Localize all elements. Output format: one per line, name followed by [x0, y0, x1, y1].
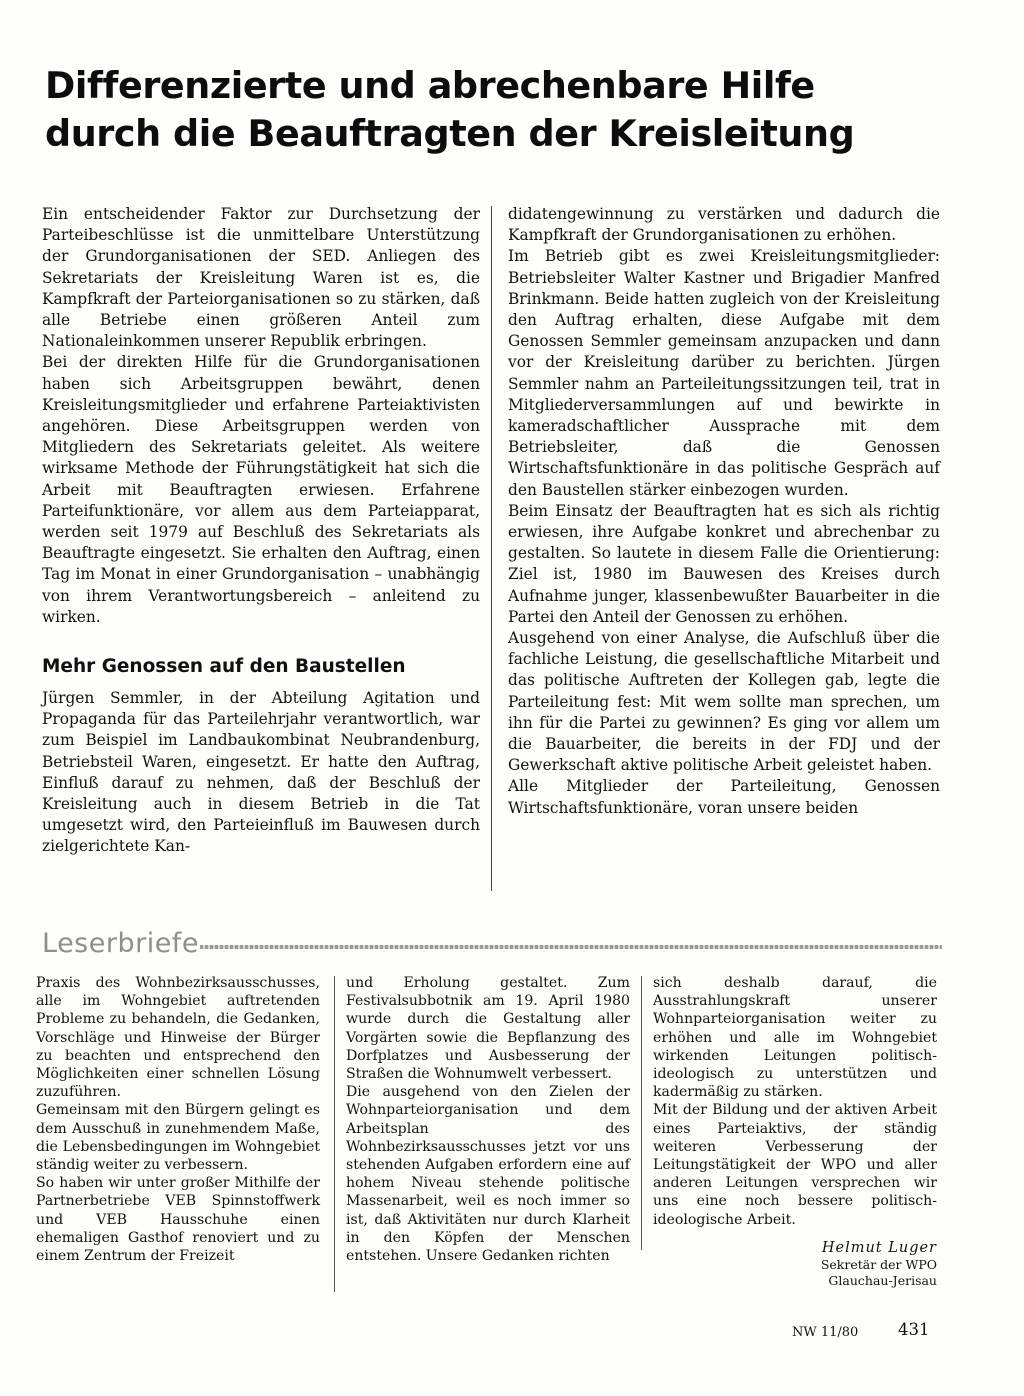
letter-column-divider [334, 976, 335, 1292]
letter-paragraph: Praxis des Wohnbezirksausschusses, alle im Wohngebiet auftretenden Probleme zu behandeln, die Gedanken, Vorschläge und Hinweise der Bürger zu beachten und entsprechend den Möglichkeiten einer schnellen Lösung zuzuführen. [36, 975, 320, 1101]
article-paragraph: Ein entscheidender Faktor zur Durchsetzung der Parteibeschlüsse ist die unmittelbare Unterstützung der Grundorganisationen der SED. Anliegen des Sekretariats der Kreisleitung Waren ist es, die Kampfkraft der Parteiorganisationen so zu stärken, daß alle Betriebe einen größeren Anteil zum Nationaleinkommen unserer Republik erbringen. [42, 205, 480, 351]
letter-paragraph: So haben wir unter großer Mithilfe der Partnerbetriebe VEB Spinnstoffwerk und VEB Hausschuhe einen ehemaligen Gasthof renoviert und zu einem Zentrum der Freizeit [36, 1175, 320, 1265]
article-paragraph: didatengewinnung zu verstärken und dadurch die Kampfkraft der Grundorganisationen zu erhöhen. [508, 205, 940, 245]
signature-location: Glauchau-Jerisau [828, 1273, 937, 1289]
leserbriefe-heading: Leserbriefe [42, 928, 199, 959]
letter-paragraph: sich deshalb darauf, die Ausstrahlungskraft unserer Wohnparteiorganisation weiter zu erhöhen und alle im Wohngebiet wirkenden Leitungen politisch-ideologisch zu unterstützen und kadermäßig zu stärken. [653, 975, 937, 1101]
article-paragraph: Jürgen Semmler, in der Abteilung Agitation und Propaganda für das Parteilehrjahr verantwortlich, war zum Beispiel im Landbaukombinat Neubrandenburg, Betriebsteil Waren, eingesetzt. Er hatte den Auftrag, Einfluß darauf zu nehmen, daß der Beschluß der Kreisleitung auch in diesem Betrieb in die Tat umgesetzt wird, den Parteieinfluß im Bauwesen durch zielgerichtete Kan- [42, 689, 480, 856]
article-headline [45, 62, 945, 158]
article-paragraph: Beim Einsatz der Beauftragten hat es sich als richtig erwiesen, ihre Aufgabe konkret und abrechenbar zu gestalten. So lautete in diesem Falle die Orientierung: Ziel ist, 1980 im Bauwesen des Kreises durch Aufnahme junger, klassenbewußter Bauarbeiter in die Partei den Anteil der Genossen zu erhöhen. [508, 501, 940, 626]
article-subheading: Mehr Genossen auf den Baustellen [42, 656, 406, 678]
letter-column-divider [641, 976, 642, 1250]
issue-number: NW 11/80 [792, 1325, 859, 1340]
letter-paragraph: Mit der Bildung und der aktiven Arbeit eines Parteiaktivs, der ständig weiteren Verbesserung der Leitungstätigkeit der WPO und aller anderen Leitungen versprechen wir uns eine noch bessere politisch-ideologische Arbeit. [653, 1102, 937, 1228]
letter-paragraph: Die ausgehend von den Zielen der Wohnparteiorganisation und dem Arbeitsplan des Wohnbezirksausschusses jetzt vor uns stehenden Aufgaben erfordern eine auf hohem Niveau stehende politische Massenarbeit, weil es noch immer so ist, daß Aktivitäten nur durch Klarheit in den Köpfen der Menschen entstehen. Unsere Gedanken richten [346, 1084, 630, 1265]
article-paragraph: Ausgehend von einer Analyse, die Aufschluß über die fachliche Leistung, die gesellschaftliche Mitarbeit und das politische Auftreten der Kollegen gab, legte die Parteileitung fest: Mit wem sollte man sprechen, um ihn für die Partei zu gewinnen? Es ging vor allem um die Bauarbeiter, die bereits in der FDJ und der Gewerkschaft aktive politische Arbeit geleistet haben. [508, 629, 940, 775]
page-number: 431 [898, 1320, 930, 1339]
column-divider [491, 206, 492, 891]
letter-paragraph: und Erholung gestaltet. Zum Festivalsubbotnik am 19. April 1980 wurde durch die Gestaltung aller Vorgärten sowie die Bepflanzung des Dorfplatzes und Ausbesserung der Straßen die Wohnumwelt verbessert. [346, 975, 630, 1083]
leserbriefe-rule [200, 945, 942, 949]
article-column-right [508, 204, 940, 819]
headline-line-2: durch die Beauftragten der Kreisleitung [45, 112, 855, 155]
article-paragraph: Alle Mitglieder der Parteileitung, Genossen Wirtschaftsfunktionäre, voran unsere beiden [508, 777, 940, 817]
letter-column-1 [36, 974, 320, 1265]
letter-column-3 [653, 974, 937, 1289]
headline-line-1: Differenzierte und abrechenbare Hilfe [45, 64, 815, 107]
signature-role: Sekretär der WPO [820, 1257, 937, 1273]
signature-name: Helmut Luger [821, 1239, 937, 1256]
letter-column-2 [346, 974, 630, 1265]
letter-paragraph: Gemeinsam mit den Bürgern gelingt es dem Ausschuß in zunehmendem Maße, die Lebensbedingungen im Wohngebiet ständig weiter zu verbessern. [36, 1102, 320, 1174]
article-paragraph: Im Betrieb gibt es zwei Kreisleitungsmitglieder: Betriebsleiter Walter Kastner und Brigadier Manfred Brinkmann. Beide hatten zugleich von der Kreisleitung den Auftrag erhalten, diese Aufgabe mit dem Genossen Semmler gemeinsam anzupacken und dann vor der Kreisleitung darüber zu berichten. Jürgen Semmler nahm an Parteileitungssitzungen teil, trat in Mitgliederversammlungen auf und bewirkte in kameradschaftlicher Aussprache mit dem Betriebsleiter, daß die Genossen Wirtschaftsfunktionäre in das politische Gespräch auf den Baustellen stärker einbezogen wurden. [508, 247, 940, 499]
article-column-left [42, 204, 480, 858]
article-paragraph: Bei der direkten Hilfe für die Grundorganisationen haben sich Arbeitsgruppen bewährt, denen Kreisleitungsmitglieder und erfahrene Parteiaktivisten angehören. Diese Arbeitsgruppen werden von Mitgliedern des Sekretariats geleitet. Als weitere wirksame Methode der Führungstätigkeit hat sich die Arbeit mit Beauftragten erwiesen. Erfahrene Parteifunktionäre, vor allem aus dem Parteiapparat, werden seit 1979 auf Beschluß des Sekretariats als Beauftragte eingesetzt. Sie erhalten den Auftrag, einen Tag im Monat in einer Grundorganisation – unabhängig von ihrem Verantwortungsbereich – anleitend zu wirken. [42, 353, 480, 626]
